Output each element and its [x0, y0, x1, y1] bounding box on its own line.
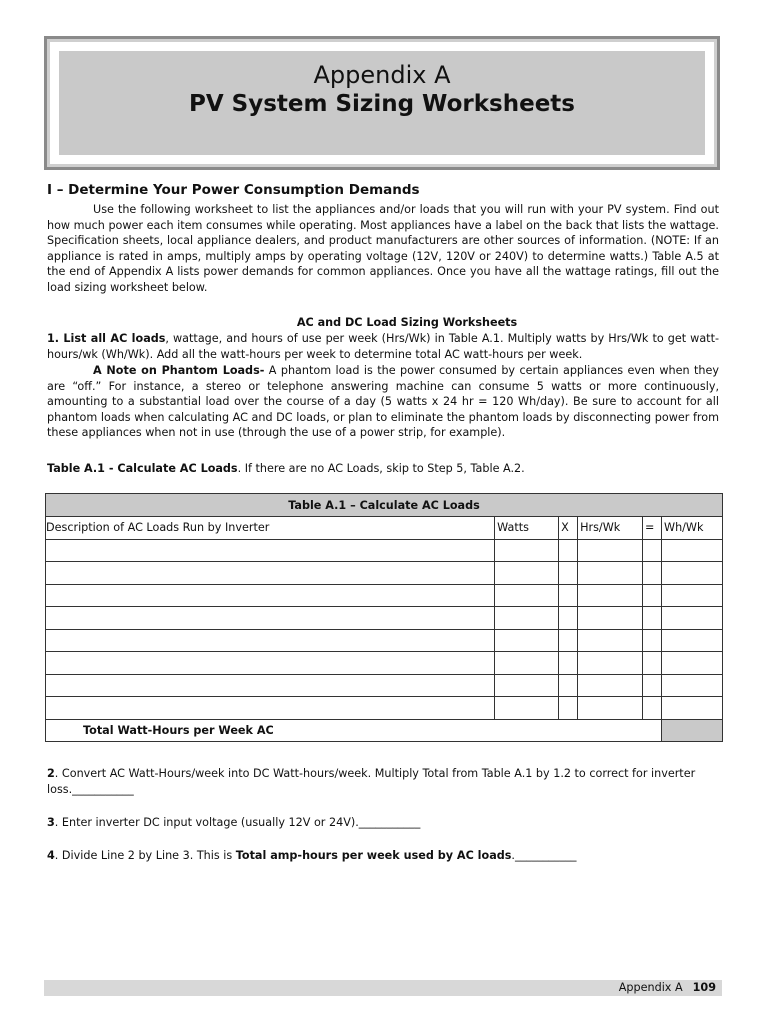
cell-multiply	[559, 539, 578, 562]
table-row	[46, 652, 723, 675]
ac-loads-table	[45, 493, 723, 742]
cell-multiply	[559, 697, 578, 720]
total-wh-cell[interactable]	[662, 719, 723, 742]
table-caption-row	[46, 494, 723, 517]
table-reference	[47, 461, 719, 477]
step-4	[47, 848, 719, 864]
cell-equals	[643, 674, 662, 697]
table-row	[46, 607, 723, 630]
cell-multiply	[559, 629, 578, 652]
cell-description[interactable]	[46, 652, 495, 675]
col-multiply: X	[559, 517, 578, 540]
col-description: Description of AC Loads Run by Inverter	[46, 517, 495, 540]
table-row	[46, 697, 723, 720]
cell-equals	[643, 539, 662, 562]
step-4-number: 4	[47, 849, 55, 862]
cell-hrs-wk[interactable]	[578, 697, 643, 720]
cell-description[interactable]	[46, 607, 495, 630]
step1-text: , wattage, and hours of use per week (Hrs/Wk) in Table A.1. Multiply watts by Hrs/Wk to get watt-hours/wk (Wh/Wk). Add all the watt-hours per week to determine total AC watt-hours per week.	[47, 332, 719, 361]
table-row	[46, 629, 723, 652]
section-heading: I – Determine Your Power Consumption Demands	[47, 182, 420, 198]
table-row	[46, 562, 723, 585]
total-label: Total Watt-Hours per Week AC	[46, 719, 662, 742]
cell-equals	[643, 652, 662, 675]
phantom-note-text: A phantom load is the power consumed by certain appliances even when they are “off.” For instance, a stereo or telephone answering machine can consume 5 watts or more continuously, amounting to a substantial load over the course of a day (5 watts x 24 hr = 120 Wh/day). Be sure to account for all phantom loads when calculating AC and DC loads, or plan to eliminate the phantom loads by disconnecting power from these appliances when not in use (through the use of a power strip, for example).	[47, 364, 719, 440]
step1-bold: 1. List all AC loads	[47, 332, 166, 345]
footer-text	[619, 980, 716, 996]
table-caption: Table A.1 – Calculate AC Loads	[46, 494, 723, 517]
cell-wh-wk[interactable]	[662, 539, 723, 562]
step-3-text: . Enter inverter DC input voltage (usually 12V or 24V).___________	[54, 816, 421, 829]
col-wh-wk: Wh/Wk	[662, 517, 723, 540]
cell-wh-wk[interactable]	[662, 629, 723, 652]
step-4-end: .___________	[511, 849, 577, 862]
col-equals: =	[643, 517, 662, 540]
cell-description[interactable]	[46, 562, 495, 585]
cell-hrs-wk[interactable]	[578, 607, 643, 630]
cell-description[interactable]	[46, 674, 495, 697]
cell-wh-wk[interactable]	[662, 584, 723, 607]
table-total-row	[46, 719, 723, 742]
step-2	[47, 766, 719, 797]
cell-description[interactable]	[46, 697, 495, 720]
table-ref-bold: Table A.1 - Calculate AC Loads	[47, 462, 238, 475]
step-2-text: . Convert AC Watt-Hours/week into DC Watt-hours/week. Multiply Total from Table A.1 by 1.2 to correct for inverter loss.___________	[47, 767, 696, 796]
cell-equals	[643, 607, 662, 630]
cell-multiply	[559, 562, 578, 585]
step1-paragraph	[47, 331, 719, 362]
footer-bar	[44, 980, 722, 996]
col-hrs-wk: Hrs/Wk	[578, 517, 643, 540]
footer-label: Appendix A	[618, 981, 683, 994]
cell-hrs-wk[interactable]	[578, 629, 643, 652]
cell-wh-wk[interactable]	[662, 674, 723, 697]
page-number: 109	[692, 981, 716, 994]
cell-watts[interactable]	[495, 652, 559, 675]
cell-description[interactable]	[46, 539, 495, 562]
step-4-text: . Divide Line 2 by Line 3. This is	[54, 849, 236, 862]
table-header-row	[46, 517, 723, 540]
cell-equals	[643, 697, 662, 720]
step-3	[47, 815, 719, 831]
cell-multiply	[559, 674, 578, 697]
cell-description[interactable]	[46, 584, 495, 607]
appendix-subtitle: Appendix A	[313, 61, 451, 89]
header-frame	[44, 36, 720, 170]
cell-wh-wk[interactable]	[662, 652, 723, 675]
page-title: PV System Sizing Worksheets	[189, 91, 575, 117]
cell-multiply	[559, 584, 578, 607]
cell-watts[interactable]	[495, 607, 559, 630]
cell-equals	[643, 629, 662, 652]
cell-wh-wk[interactable]	[662, 562, 723, 585]
cell-description[interactable]	[46, 629, 495, 652]
step-2-number: 2	[47, 767, 55, 780]
cell-multiply	[559, 652, 578, 675]
step-4-bold: Total amp-hours per week used by AC loads	[235, 849, 512, 862]
worksheets-heading: AC and DC Load Sizing Worksheets	[296, 316, 518, 329]
table-row	[46, 584, 723, 607]
header-box	[59, 51, 705, 155]
table-row	[46, 674, 723, 697]
cell-equals	[643, 562, 662, 585]
table-ref-text: . If there are no AC Loads, skip to Step 5, Table A.2.	[237, 462, 525, 475]
cell-watts[interactable]	[495, 584, 559, 607]
cell-multiply	[559, 607, 578, 630]
phantom-note-bold: A Note on Phantom Loads-	[93, 364, 265, 377]
intro-paragraph: Use the following worksheet to list the appliances and/or loads that you will run with your PV system. Find out how much power each item consumes while operating. Most appliances have a label on the back that lists the wattage. Specification sheets, local appliance dealers, and product manufacturers are other sources of information. (NOTE: If an appliance is rated in amps, multiply amps by operating voltage (12V, 120V or 240V) to determine watts.) Table A.5 at the end of Appendix A lists power demands for common appliances. Once you have all the wattage ratings, fill out the load sizing worksheet below.	[47, 203, 719, 294]
cell-hrs-wk[interactable]	[578, 539, 643, 562]
table-row	[46, 539, 723, 562]
cell-wh-wk[interactable]	[662, 697, 723, 720]
step-3-number: 3	[47, 816, 55, 829]
cell-hrs-wk[interactable]	[578, 584, 643, 607]
cell-hrs-wk[interactable]	[578, 652, 643, 675]
cell-watts[interactable]	[495, 629, 559, 652]
col-watts: Watts	[495, 517, 559, 540]
phantom-note-paragraph	[47, 363, 719, 441]
cell-watts[interactable]	[495, 697, 559, 720]
cell-hrs-wk[interactable]	[578, 674, 643, 697]
cell-hrs-wk[interactable]	[578, 562, 643, 585]
cell-wh-wk[interactable]	[662, 607, 723, 630]
cell-watts[interactable]	[495, 562, 559, 585]
cell-watts[interactable]	[495, 539, 559, 562]
cell-watts[interactable]	[495, 674, 559, 697]
cell-equals	[643, 584, 662, 607]
